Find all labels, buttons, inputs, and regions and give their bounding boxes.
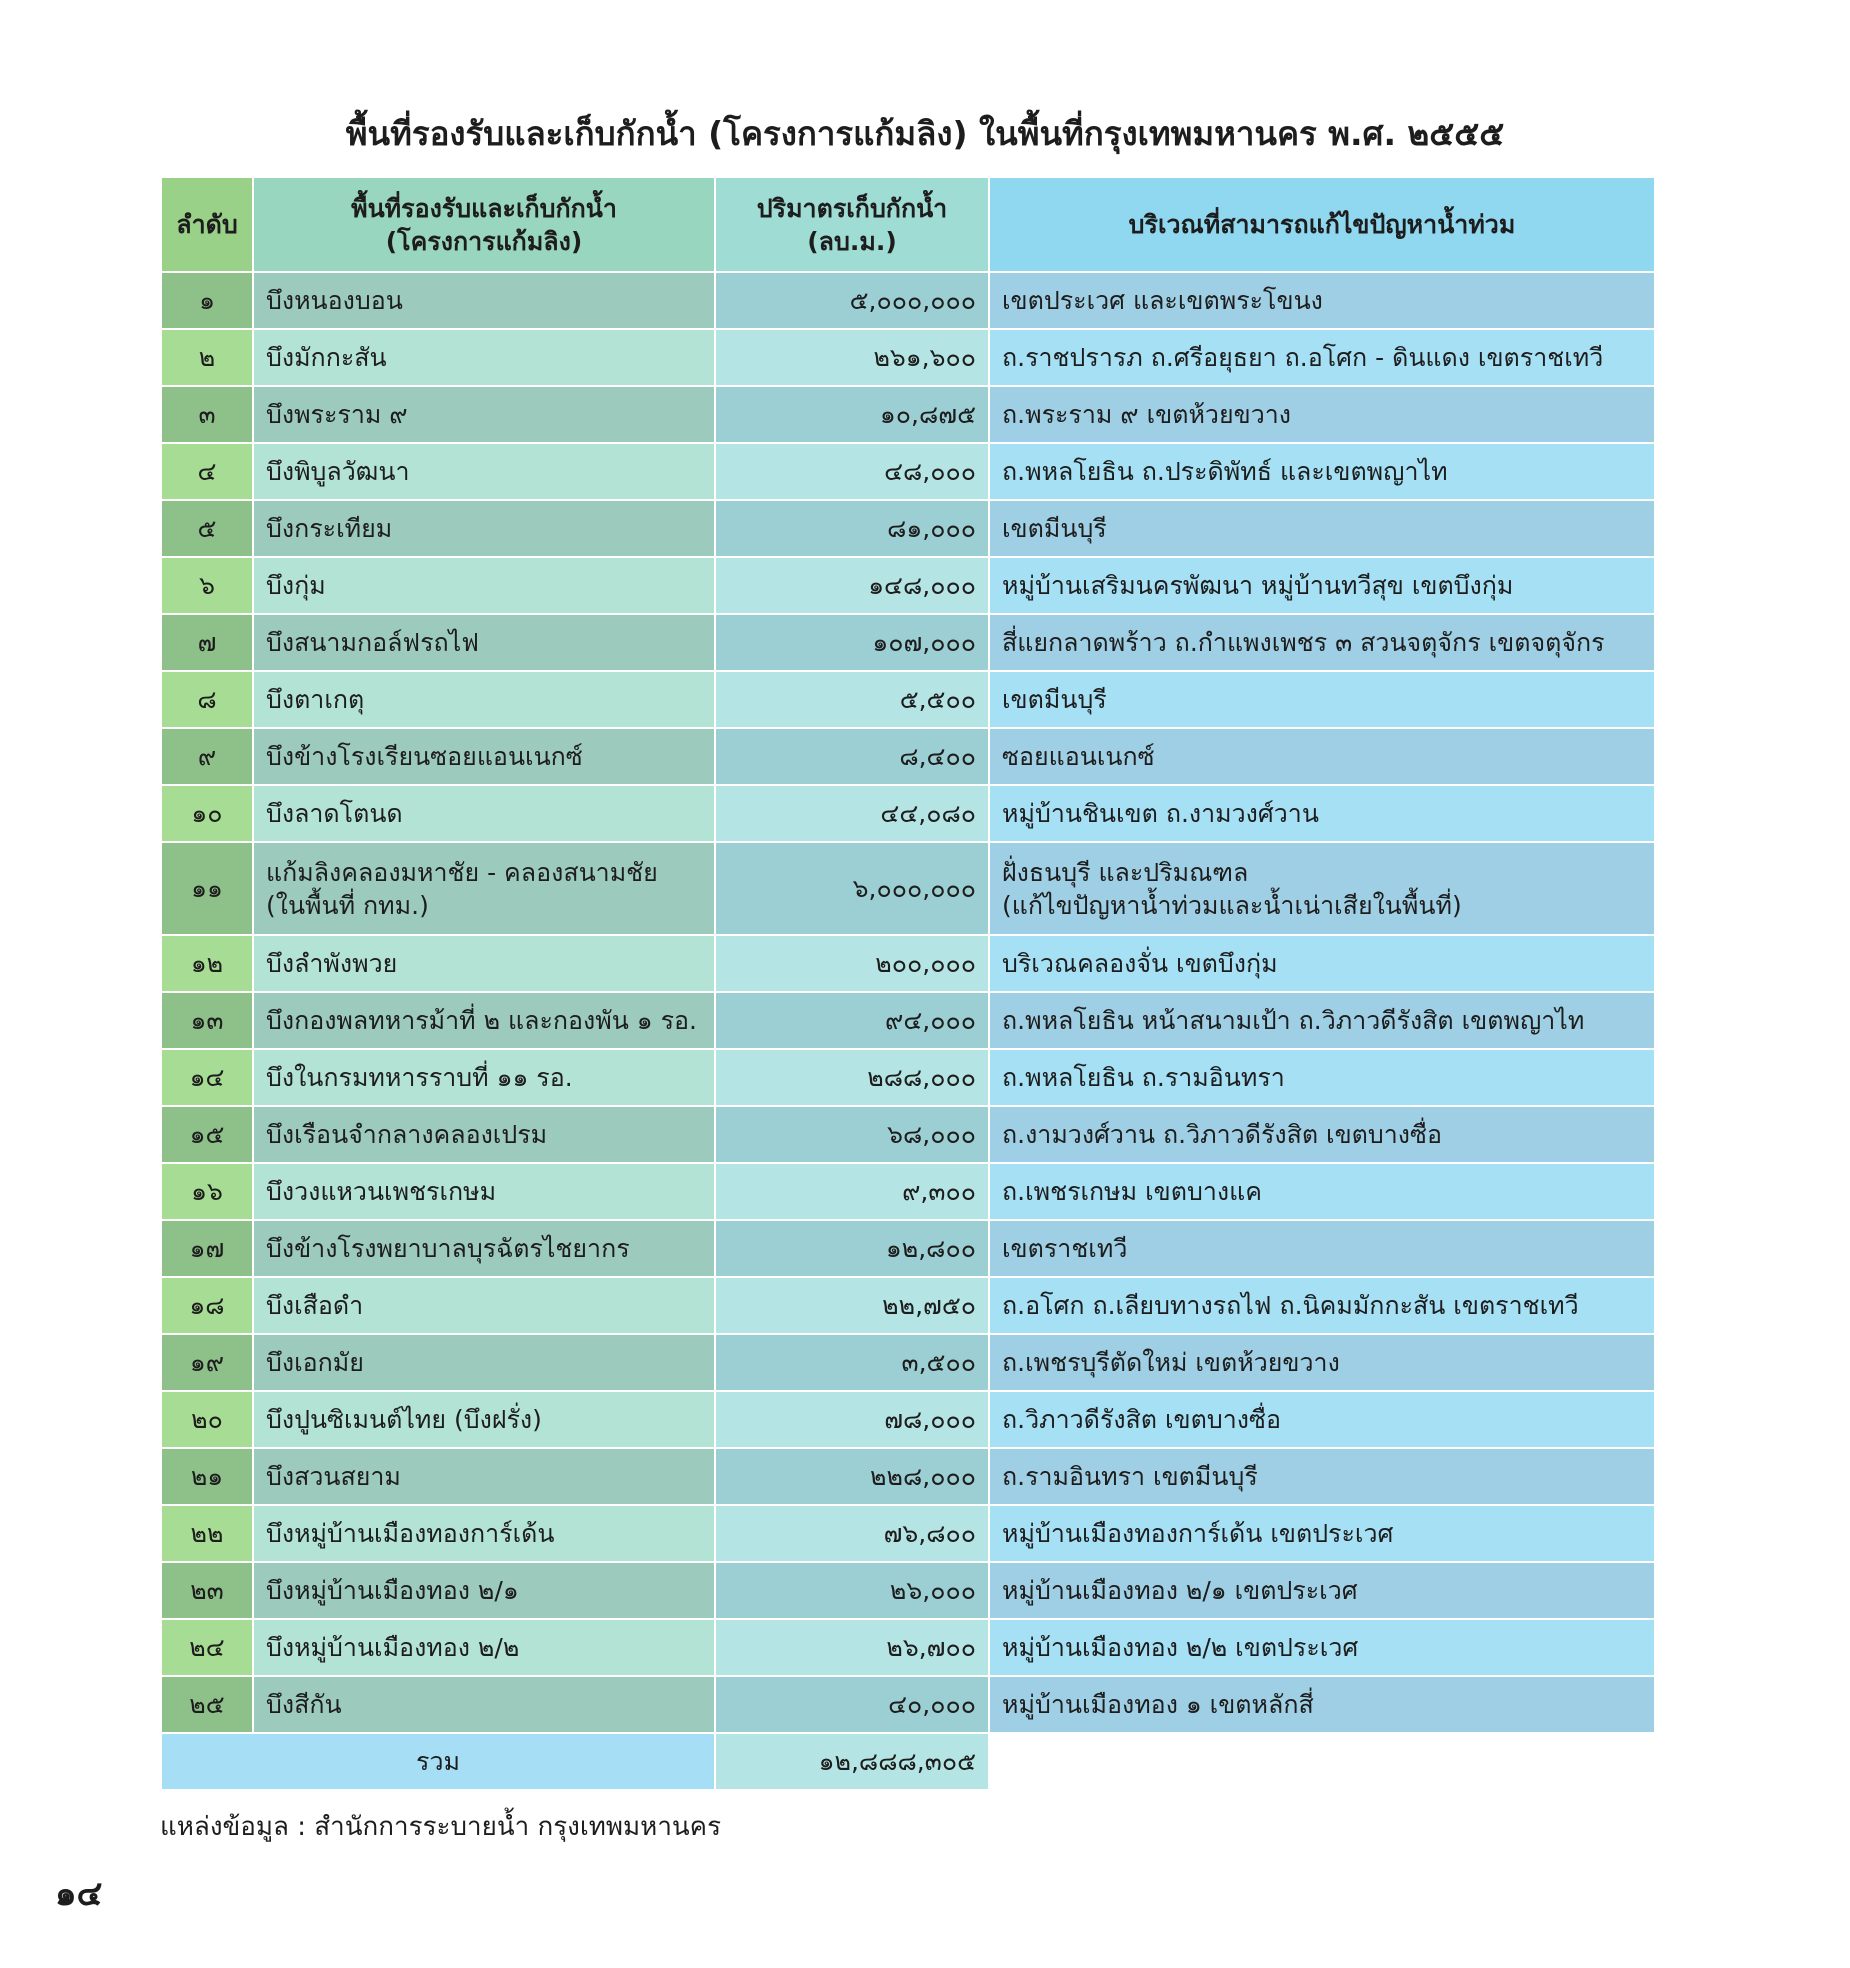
row-retention-area: บึงเอกมัย [253, 1334, 715, 1391]
table-row [161, 671, 1655, 728]
row-volume: ๖,๐๐๐,๐๐๐ [715, 842, 989, 935]
header-retention-area: พื้นที่รองรับและเก็บกักน้ำ (โครงการแก้มลิง) [253, 177, 715, 272]
row-order: ๑๑ [161, 842, 253, 935]
row-retention-area: บึงปูนซิเมนต์ไทย (บึงฝรั่ง) [253, 1391, 715, 1448]
table-row [161, 1163, 1655, 1220]
row-volume: ๗๖,๘๐๐ [715, 1505, 989, 1562]
row-volume: ๕,๐๐๐,๐๐๐ [715, 272, 989, 329]
row-retention-area: บึงหมู่บ้านเมืองทอง ๒/๒ [253, 1619, 715, 1676]
row-order: ๑๓ [161, 992, 253, 1049]
row-relief-area: หมู่บ้านเสริมนครพัฒนา หมู่บ้านทวีสุข เขตบึงกุ่ม [989, 557, 1655, 614]
row-order: ๒๓ [161, 1562, 253, 1619]
row-order: ๖ [161, 557, 253, 614]
table-row [161, 785, 1655, 842]
table-row [161, 1676, 1655, 1733]
row-order: ๘ [161, 671, 253, 728]
table-row [161, 272, 1655, 329]
row-volume: ๓,๕๐๐ [715, 1334, 989, 1391]
table-row [161, 728, 1655, 785]
table-row [161, 1220, 1655, 1277]
row-relief-area: ถ.พระราม ๙ เขตห้วยขวาง [989, 386, 1655, 443]
page-title: พื้นที่รองรับและเก็บกักน้ำ (โครงการแก้มลิง) ในพื้นที่กรุงเทพมหานคร พ.ศ. ๒๕๕๕ [345, 114, 1505, 153]
row-retention-area: บึงสีกัน [253, 1676, 715, 1733]
row-volume: ๑๐,๘๗๕ [715, 386, 989, 443]
row-retention-area: บึงกระเทียม [253, 500, 715, 557]
row-relief-area: ถ.เพชรบุรีตัดใหม่ เขตห้วยขวาง [989, 1334, 1655, 1391]
row-retention-area: บึงกองพลทหารม้าที่ ๒ และกองพัน ๑ รอ. [253, 992, 715, 1049]
row-retention-area: บึงตาเกตุ [253, 671, 715, 728]
row-order: ๕ [161, 500, 253, 557]
row-relief-area: หมู่บ้านเมืองทองการ์เด้น เขตประเวศ [989, 1505, 1655, 1562]
row-volume: ๘๑,๐๐๐ [715, 500, 989, 557]
row-relief-area: ถ.พหลโยธิน ถ.ประดิพัทธ์ และเขตพญาไท [989, 443, 1655, 500]
table-row [161, 1106, 1655, 1163]
page-number: ๑๔ [55, 1874, 103, 1914]
row-retention-area: บึงพิบูลวัฒนา [253, 443, 715, 500]
row-order: ๒๒ [161, 1505, 253, 1562]
table-row [161, 935, 1655, 992]
row-relief-area: หมู่บ้านชินเขต ถ.งามวงศ์วาน [989, 785, 1655, 842]
row-relief-area: หมู่บ้านเมืองทอง ๒/๒ เขตประเวศ [989, 1619, 1655, 1676]
row-volume: ๗๘,๐๐๐ [715, 1391, 989, 1448]
row-retention-area: บึงสนามกอล์ฟรถไฟ [253, 614, 715, 671]
row-relief-area: เขตมีนบุรี [989, 671, 1655, 728]
row-retention-area: บึงข้างโรงเรียนซอยแอนเนกซ์ [253, 728, 715, 785]
row-order: ๒ [161, 329, 253, 386]
row-retention-area: บึงเสือดำ [253, 1277, 715, 1334]
row-order: ๑๔ [161, 1049, 253, 1106]
row-relief-area: ถ.พหลโยธิน ถ.รามอินทรา [989, 1049, 1655, 1106]
row-relief-area: ถ.พหลโยธิน หน้าสนามเป้า ถ.วิภาวดีรังสิต เขตพญาไท [989, 992, 1655, 1049]
total-value: ๑๒,๘๘๘,๓๐๕ [715, 1733, 989, 1790]
row-volume: ๙,๓๐๐ [715, 1163, 989, 1220]
row-retention-area: บึงหมู่บ้านเมืองทองการ์เด้น [253, 1505, 715, 1562]
row-retention-area: บึงหมู่บ้านเมืองทอง ๒/๑ [253, 1562, 715, 1619]
row-relief-area: เขตมีนบุรี [989, 500, 1655, 557]
row-order: ๑๒ [161, 935, 253, 992]
row-relief-area: เขตประเวศ และเขตพระโขนง [989, 272, 1655, 329]
table-row [161, 329, 1655, 386]
row-retention-area: บึงหนองบอน [253, 272, 715, 329]
table-row [161, 1334, 1655, 1391]
row-order: ๑๙ [161, 1334, 253, 1391]
table-row [161, 1448, 1655, 1505]
table-row [161, 1505, 1655, 1562]
row-volume: ๒๖๑,๖๐๐ [715, 329, 989, 386]
row-volume: ๒๒๘,๐๐๐ [715, 1448, 989, 1505]
row-retention-area: บึงวงแหวนเพชรเกษม [253, 1163, 715, 1220]
source-note: แหล่งข้อมูล : สำนักการระบายน้ำ กรุงเทพมหานคร [160, 1812, 722, 1842]
row-retention-area: บึงสวนสยาม [253, 1448, 715, 1505]
row-retention-area: แก้มลิงคลองมหาชัย - คลองสนามชัย (ในพื้นที่ กทม.) [253, 842, 715, 935]
row-relief-area: บริเวณคลองจั่น เขตบึงกุ่ม [989, 935, 1655, 992]
row-volume: ๒๘๘,๐๐๐ [715, 1049, 989, 1106]
row-retention-area: บึงมักกะสัน [253, 329, 715, 386]
row-order: ๒๑ [161, 1448, 253, 1505]
retention-table [160, 176, 1656, 1791]
row-order: ๒๐ [161, 1391, 253, 1448]
header-volume: ปริมาตรเก็บกักน้ำ (ลบ.ม.) [715, 177, 989, 272]
total-blank-cell [989, 1733, 1655, 1790]
table-row [161, 443, 1655, 500]
header-order: ลำดับ [161, 177, 253, 272]
row-volume: ๖๘,๐๐๐ [715, 1106, 989, 1163]
row-relief-area: สี่แยกลาดพร้าว ถ.กำแพงเพชร ๓ สวนจตุจักร เขตจตุจักร [989, 614, 1655, 671]
row-order: ๙ [161, 728, 253, 785]
row-relief-area: ซอยแอนเนกซ์ [989, 728, 1655, 785]
row-relief-area: ถ.ราชปรารภ ถ.ศรีอยุธยา ถ.อโศก - ดินแดง เขตราชเทวี [989, 329, 1655, 386]
row-relief-area: ฝั่งธนบุรี และปริมณฑล (แก้ไขปัญหาน้ำท่วมและน้ำเน่าเสียในพื้นที่) [989, 842, 1655, 935]
row-volume: ๘,๔๐๐ [715, 728, 989, 785]
row-volume: ๔๔,๐๘๐ [715, 785, 989, 842]
row-relief-area: หมู่บ้านเมืองทอง ๑ เขตหลักสี่ [989, 1676, 1655, 1733]
row-volume: ๑๐๗,๐๐๐ [715, 614, 989, 671]
row-relief-area: เขตราชเทวี [989, 1220, 1655, 1277]
row-volume: ๔๘,๐๐๐ [715, 443, 989, 500]
row-volume: ๙๔,๐๐๐ [715, 992, 989, 1049]
table-row [161, 614, 1655, 671]
row-retention-area: บึงเรือนจำกลางคลองเปรม [253, 1106, 715, 1163]
table-row [161, 500, 1655, 557]
row-volume: ๒๐๐,๐๐๐ [715, 935, 989, 992]
table-row [161, 842, 1655, 935]
row-volume: ๒๖,๗๐๐ [715, 1619, 989, 1676]
row-volume: ๑๔๘,๐๐๐ [715, 557, 989, 614]
header-relief-area: บริเวณที่สามารถแก้ไขปัญหาน้ำท่วม [989, 177, 1655, 272]
total-label: รวม [161, 1733, 715, 1790]
table-header-row [161, 177, 1655, 272]
row-order: ๑๖ [161, 1163, 253, 1220]
table-row [161, 992, 1655, 1049]
row-relief-area: ถ.วิภาวดีรังสิต เขตบางซื่อ [989, 1391, 1655, 1448]
row-volume: ๒๖,๐๐๐ [715, 1562, 989, 1619]
row-relief-area: ถ.รามอินทรา เขตมีนบุรี [989, 1448, 1655, 1505]
row-volume: ๑๒,๘๐๐ [715, 1220, 989, 1277]
row-relief-area: ถ.เพชรเกษม เขตบางแค [989, 1163, 1655, 1220]
table-row [161, 1277, 1655, 1334]
row-retention-area: บึงลาดโตนด [253, 785, 715, 842]
row-retention-area: บึงในกรมทหารราบที่ ๑๑ รอ. [253, 1049, 715, 1106]
row-order: ๓ [161, 386, 253, 443]
row-volume: ๒๒,๗๕๐ [715, 1277, 989, 1334]
table-row [161, 557, 1655, 614]
row-order: ๑๕ [161, 1106, 253, 1163]
row-relief-area: หมู่บ้านเมืองทอง ๒/๑ เขตประเวศ [989, 1562, 1655, 1619]
row-relief-area: ถ.อโศก ถ.เลียบทางรถไฟ ถ.นิคมมักกะสัน เขตราชเทวี [989, 1277, 1655, 1334]
row-retention-area: บึงกุ่ม [253, 557, 715, 614]
table-row [161, 1049, 1655, 1106]
total-row [161, 1733, 1655, 1790]
table-row [161, 1562, 1655, 1619]
row-order: ๒๔ [161, 1619, 253, 1676]
table-row [161, 1391, 1655, 1448]
table-row [161, 1619, 1655, 1676]
row-retention-area: บึงพระราม ๙ [253, 386, 715, 443]
row-order: ๒๕ [161, 1676, 253, 1733]
table-row [161, 386, 1655, 443]
row-order: ๑๐ [161, 785, 253, 842]
row-order: ๑๘ [161, 1277, 253, 1334]
row-relief-area: ถ.งามวงศ์วาน ถ.วิภาวดีรังสิต เขตบางซื่อ [989, 1106, 1655, 1163]
row-order: ๔ [161, 443, 253, 500]
row-order: ๑ [161, 272, 253, 329]
row-order: ๑๗ [161, 1220, 253, 1277]
row-order: ๗ [161, 614, 253, 671]
row-retention-area: บึงข้างโรงพยาบาลบุรฉัตรไชยากร [253, 1220, 715, 1277]
row-retention-area: บึงลำพังพวย [253, 935, 715, 992]
row-volume: ๕,๕๐๐ [715, 671, 989, 728]
row-volume: ๔๐,๐๐๐ [715, 1676, 989, 1733]
